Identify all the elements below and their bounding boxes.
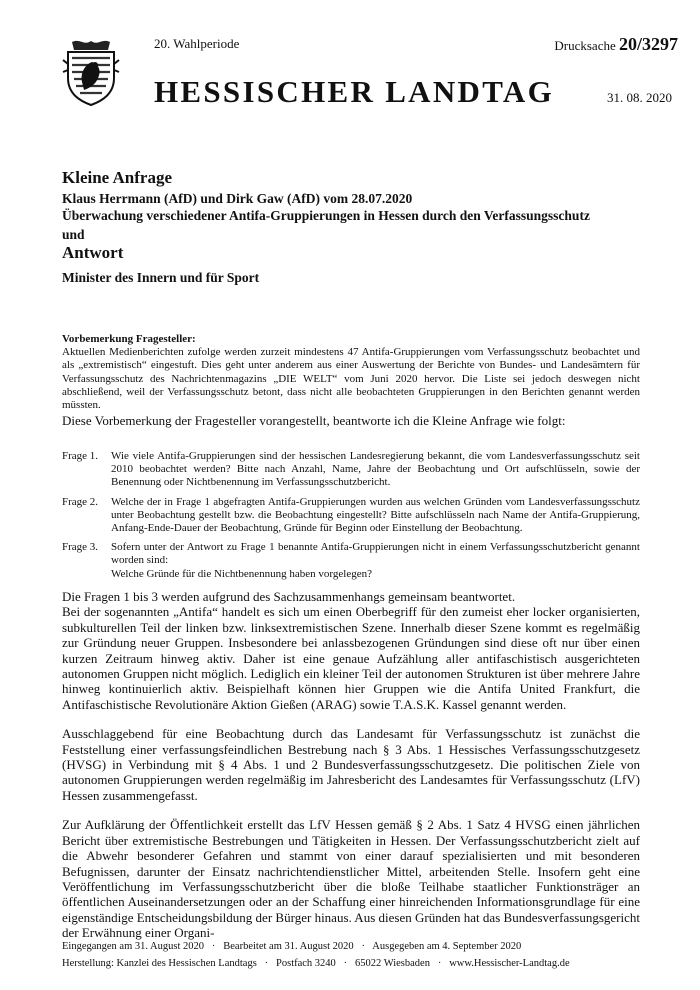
question-label: Frage 1. xyxy=(62,450,99,462)
drucksache-value: 20/3297 xyxy=(618,34,678,54)
authors-line: Klaus Herrmann (AfD) und Dirk Gaw (AfD) vom 28.07.2020 xyxy=(62,191,413,206)
subject-line: Überwachung verschiedener Antifa-Gruppierungen in Hessen durch den Verfassungsschutz xyxy=(62,208,590,223)
answer-paragraph: Ausschlaggebend für eine Beobachtung durch das Landesamt für Verfassungsschutz ist zunächst die Feststellung einer verfassungsfeindlichen Bestrebung nach § 3 Abs. 1 Hessisches Verfassungsschutzgesetz (HVSG) in Verbindung mit § 4 Abs. 1 und 2 Bundesverfassungsschutzgesetz. Die politischen Ziele von autonomen Gruppierungen werden regelmäßig im Jahresbericht des Landesamtes für Verfassungsschutz (LfV) Hessen zusammengefasst. xyxy=(62,726,640,803)
footer-production: Herstellung: Kanzlei des Hessischen Landtags · Postfach 3240 · 65022 Wiesbaden · www.Hessischer-Landtag.de xyxy=(62,958,570,969)
antwort-heading: Antwort xyxy=(62,243,124,262)
wahlperiode: 20. Wahlperiode xyxy=(154,36,240,51)
title-block xyxy=(62,168,622,286)
drucksache-number xyxy=(554,34,678,55)
questions-list xyxy=(62,450,640,587)
question-item xyxy=(62,541,640,581)
question-text-continued: Welche Gründe für die Nichtbenennung haben vorgelegen? xyxy=(111,567,372,580)
landtag-title: HESSISCHER LANDTAG xyxy=(154,74,555,109)
question-item xyxy=(62,450,640,490)
intro-sentence: Diese Vorbemerkung der Fragesteller vorangestellt, beantworte ich die Kleine Anfrage wie folgt: xyxy=(62,413,566,428)
answer-paragraph: Bei der sogenannten „Antifa“ handelt es sich um einen Oberbegriff für den zumeist eher locker organisierten, subkulturellen Teil der linken bzw. linksextremistischen Szene. Innerhalb dieser Szene kommt es regelmäßig zur Gründung neuer Gruppen. Insbesondere bei anlassbezogenen Gründungen sind diese oft nur über einen kurzen Zeitraum hinweg aktiv. Daher ist eine genaue Aufzählung aller antifaschistisch ausgerichteten autonomen Gruppen nicht möglich. Lediglich ein kleiner Teil der autonomen Strukturen ist über mehrere Jahre hinweg kontinuierlich aktiv. Beispielhaft können hier Gruppen wie die Antifa United Frankfurt, die Antifaschistische Revolutionäre Aktion Gießen (ARAG) sowie T.A.S.K. Kassel genannt werden. xyxy=(62,604,640,712)
vorbemerkung-text: Aktuellen Medienberichten zufolge werden zurzeit mindestens 47 Antifa-Gruppierungen vom Verfassungsschutz beobachtet und als „extremistisch“ eingestuft. Dies geht unter anderem aus einer Auswertung der Berichte von Bundes- und Landesämtern für Verfassungsschutz des Nachrichtenmagazins „DIE WELT“ vom Juni 2020 hervor. Die Liste sei jedoch deswegen nicht abschließend, weil der Verfassungsschutz betont, dass nicht alle beobachteten Gruppierungen in den Berichten genannt werden müssten. xyxy=(62,346,640,412)
answer-paragraph: Zur Aufklärung der Öffentlichkeit erstellt das LfV Hessen gemäß § 2 Abs. 1 Satz 4 HVSG einen jährlichen Bericht über extremistische Bestrebungen und Tätigkeiten in Hessen. Der Verfassungsschutzbericht zielt auf die Abwehr besonderer Gefahren und stammt von einer darauf spezialisierten und mit besonderen Befugnissen, darunter der Einsatz nachrichtendienstlicher Mittel, arbeitenden Stelle. Insofern geht eine Veröffentlichung im Verfassungsschutzbericht über die bloße Teilhabe staatlicher Funktionsträger an öffentlichen Auseinandersetzungen oder an der Schaffung einer hinreichenden Informationsgrundlage für eine eigenständige Entscheidungsbildung der Bürger hinaus. Aus diesen Gründen hat das Bundesverfassungsgericht der Erwähnung einer Organi- xyxy=(62,817,640,941)
und-line: und xyxy=(62,227,85,242)
vorbemerkung-title: Vorbemerkung Fragesteller: xyxy=(62,333,196,345)
hessen-coat-of-arms-icon xyxy=(62,38,120,106)
minister-line: Minister des Innern und für Sport xyxy=(62,270,260,285)
kleine-anfrage-heading: Kleine Anfrage xyxy=(62,168,173,187)
answer-body xyxy=(62,589,640,955)
question-item xyxy=(62,496,640,536)
document-date: 31. 08. 2020 xyxy=(607,90,672,105)
question-text: Sofern unter der Antwort zu Frage 1 benannte Antifa-Gruppierungen nicht in einem Verfassungsschutzbericht genannt worden sind: xyxy=(111,541,640,567)
question-label: Frage 2. xyxy=(62,495,99,508)
answer-paragraph: Die Fragen 1 bis 3 werden aufgrund des Sachzusammenhangs gemeinsam beantwortet. xyxy=(62,589,516,604)
question-text: Welche der in Frage 1 abgefragten Antifa-Gruppierungen wurden aus welchen Gründen vom Landesverfassungsschutz unter Beobachtung gestellt bzw. die Beobachtung eingestellt? Bitte aufschlüsseln nach Name der Antifa-Gruppierung, Anfang-Ende-Dauer der Beobachtung, Gründe für Beginn oder Einstellung der Beobachtung. xyxy=(111,495,640,535)
footer-dates: Eingegangen am 31. August 2020 · Bearbeitet am 31. August 2020 · Ausgegeben am 4. September 2020 xyxy=(62,941,522,952)
question-label: Frage 3. xyxy=(62,541,99,554)
vorbemerkung xyxy=(62,333,640,412)
question-text: Wie viele Antifa-Gruppierungen sind der hessischen Landesregierung bekannt, die vom Landesverfassungsschutz seit 2010 beobachtet werden? Bitte nach Anzahl, Name, Jahre der Beobachtung und Ort aufschlüsseln, sowie der Benennung oder Nichtbenennung im Verfassungsschutzbericht. xyxy=(111,450,640,489)
footer xyxy=(62,938,640,972)
drucksache-label: Drucksache xyxy=(554,38,616,53)
